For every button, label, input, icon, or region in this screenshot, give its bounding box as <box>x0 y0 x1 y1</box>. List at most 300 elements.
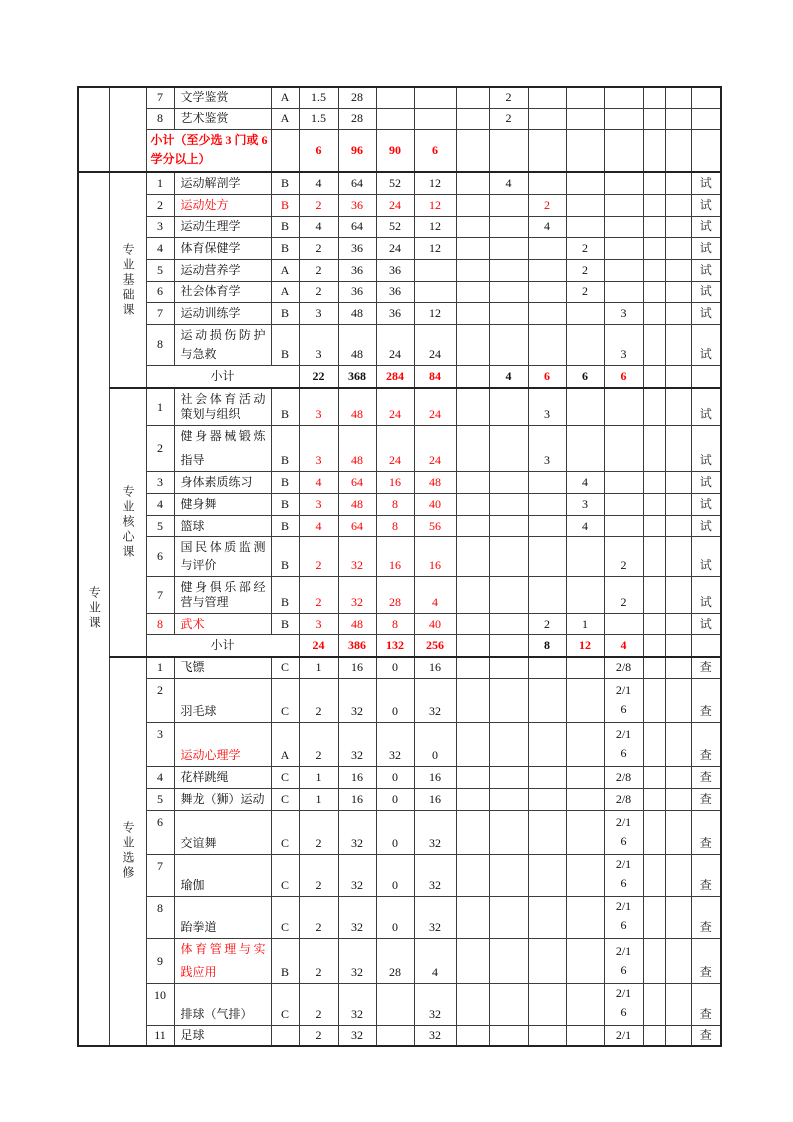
semester-cell-A <box>456 494 489 516</box>
semester-cell-G <box>665 237 691 259</box>
theory-hours-cell: 0 <box>376 811 414 855</box>
course-type-cell: C <box>271 984 299 1026</box>
semester-cell-G <box>665 635 691 657</box>
course-name-cell: 飞镖 <box>174 657 271 679</box>
semester-cell-B <box>489 811 528 855</box>
credits-cell: 4 <box>299 472 338 494</box>
semester-cell-D: 3 <box>566 494 604 516</box>
semester-cell-C <box>528 472 566 494</box>
total-hours-cell: 16 <box>338 767 376 789</box>
total-hours-cell: 36 <box>338 237 376 259</box>
exam-type-cell: 查 <box>691 855 721 897</box>
course-type-cell: B <box>271 216 299 237</box>
semester-cell-B <box>489 129 528 172</box>
semester-cell-G <box>665 87 691 108</box>
course-type-cell: C <box>271 679 299 723</box>
semester-cell-A <box>456 897 489 939</box>
course-row <box>78 767 721 789</box>
theory-hours-cell: 0 <box>376 897 414 939</box>
exam-type-cell: 查 <box>691 657 721 679</box>
row-number-cell: 8 <box>146 108 174 129</box>
semester-cell-B <box>489 577 528 614</box>
semester-cell-D <box>566 194 604 216</box>
practice-hours-cell: 24 <box>414 388 456 426</box>
semester-cell-A <box>456 172 489 194</box>
exam-type-cell: 查 <box>691 811 721 855</box>
total-hours-cell: 32 <box>338 723 376 767</box>
course-row <box>78 811 721 855</box>
practice-hours-cell: 32 <box>414 811 456 855</box>
practice-hours-cell: 4 <box>414 939 456 984</box>
semester-cell-B <box>489 302 528 324</box>
semester-cell-A <box>456 87 489 108</box>
exam-type-cell: 试 <box>691 494 721 516</box>
exam-type-cell: 试 <box>691 614 721 635</box>
semester-cell-E: 6 <box>604 365 643 388</box>
semester-cell-G <box>665 577 691 614</box>
credits-cell: 2 <box>299 855 338 897</box>
row-number-cell: 6 <box>146 281 174 302</box>
semester-cell-B <box>489 281 528 302</box>
semester-cell-D <box>566 1026 604 1046</box>
semester-cell-F <box>643 494 665 516</box>
semester-cell-G <box>665 324 691 365</box>
semester-cell-C <box>528 87 566 108</box>
total-hours-cell: 28 <box>338 108 376 129</box>
row-number-cell: 10 <box>146 984 174 1026</box>
theory-hours-cell: 90 <box>376 129 414 172</box>
course-type-cell: B <box>271 537 299 577</box>
practice-hours-cell: 32 <box>414 1026 456 1046</box>
theory-hours-cell: 8 <box>376 494 414 516</box>
semester-cell-B <box>489 472 528 494</box>
theory-hours-cell: 52 <box>376 216 414 237</box>
credits-cell: 4 <box>299 172 338 194</box>
semester-cell-F <box>643 216 665 237</box>
semester-cell-A <box>456 635 489 657</box>
course-name-cell: 体育保健学 <box>174 237 271 259</box>
course-type-cell: B <box>271 614 299 635</box>
credits-cell: 3 <box>299 494 338 516</box>
practice-hours-cell: 16 <box>414 789 456 811</box>
semester-cell-C: 6 <box>528 365 566 388</box>
course-type-cell: B <box>271 172 299 194</box>
semester-cell-E: 4 <box>604 635 643 657</box>
semester-cell-E <box>604 129 643 172</box>
semester-cell-B <box>489 259 528 281</box>
practice-hours-cell: 40 <box>414 614 456 635</box>
row-number-cell: 1 <box>146 657 174 679</box>
course-name-cell: 交谊舞 <box>174 811 271 855</box>
course-name-cell: 运动训练学 <box>174 302 271 324</box>
semester-cell-F <box>643 516 665 537</box>
practice-hours-cell: 12 <box>414 237 456 259</box>
theory-hours-cell: 36 <box>376 302 414 324</box>
course-name-cell: 羽毛球 <box>174 679 271 723</box>
exam-type-cell: 试 <box>691 216 721 237</box>
semester-cell-C <box>528 855 566 897</box>
credits-cell: 2 <box>299 897 338 939</box>
semester-cell-E <box>604 87 643 108</box>
course-row <box>78 897 721 939</box>
semester-cell-F <box>643 108 665 129</box>
semester-cell-D: 2 <box>566 237 604 259</box>
total-hours-cell: 48 <box>338 302 376 324</box>
semester-cell-A <box>456 1026 489 1046</box>
semester-cell-G <box>665 129 691 172</box>
semester-cell-F <box>643 537 665 577</box>
semester-cell-D <box>566 855 604 897</box>
theory-hours-cell: 24 <box>376 388 414 426</box>
practice-hours-cell: 84 <box>414 365 456 388</box>
row-number-cell: 2 <box>146 679 174 723</box>
theory-hours-cell: 0 <box>376 855 414 897</box>
semester-cell-A <box>456 388 489 426</box>
course-type-cell: C <box>271 767 299 789</box>
semester-cell-B <box>489 426 528 472</box>
category-cell-section-1-label: 专业核心课 <box>121 484 135 560</box>
credits-cell: 1 <box>299 789 338 811</box>
course-row <box>78 494 721 516</box>
practice-hours-cell: 32 <box>414 897 456 939</box>
course-name-cell: 运动生理学 <box>174 216 271 237</box>
semester-cell-F <box>643 939 665 984</box>
category-cell-major-courses <box>78 172 109 1046</box>
course-name-cell: 运动营养学 <box>174 259 271 281</box>
semester-cell-C <box>528 129 566 172</box>
course-name-cell: 运动心理学 <box>174 723 271 767</box>
practice-hours-cell: 12 <box>414 194 456 216</box>
row-number-cell: 4 <box>146 494 174 516</box>
semester-cell-C <box>528 324 566 365</box>
semester-cell-B <box>489 537 528 577</box>
semester-cell-D <box>566 302 604 324</box>
course-type-cell: B <box>271 516 299 537</box>
theory-hours-cell: 52 <box>376 172 414 194</box>
theory-hours-cell: 0 <box>376 789 414 811</box>
semester-cell-A <box>456 789 489 811</box>
semester-cell-F <box>643 281 665 302</box>
theory-hours-cell: 0 <box>376 657 414 679</box>
course-row <box>78 679 721 723</box>
semester-cell-D <box>566 537 604 577</box>
credits-cell: 2 <box>299 984 338 1026</box>
semester-cell-G <box>665 897 691 939</box>
semester-cell-G <box>665 365 691 388</box>
credits-cell: 1 <box>299 767 338 789</box>
exam-type-cell: 查 <box>691 679 721 723</box>
row-number-cell: 11 <box>146 1026 174 1046</box>
course-name-cell: 瑜伽 <box>174 855 271 897</box>
exam-type-cell: 试 <box>691 237 721 259</box>
semester-cell-D <box>566 577 604 614</box>
semester-cell-F <box>643 237 665 259</box>
semester-cell-B: 4 <box>489 365 528 388</box>
semester-cell-B <box>489 679 528 723</box>
course-name-cell: 足球 <box>174 1026 271 1046</box>
total-hours-cell: 32 <box>338 939 376 984</box>
course-name-cell: 健身器械锻炼 指导 <box>174 426 271 472</box>
semester-cell-B <box>489 635 528 657</box>
theory-hours-cell: 16 <box>376 472 414 494</box>
semester-cell-A <box>456 108 489 129</box>
credits-cell: 2 <box>299 723 338 767</box>
semester-cell-A <box>456 516 489 537</box>
practice-hours-cell <box>414 259 456 281</box>
theory-hours-cell: 28 <box>376 939 414 984</box>
semester-cell-C <box>528 108 566 129</box>
practice-hours-cell: 6 <box>414 129 456 172</box>
semester-cell-E <box>604 172 643 194</box>
course-name-cell: 武术 <box>174 614 271 635</box>
exam-type-cell: 查 <box>691 897 721 939</box>
theory-hours-cell: 8 <box>376 516 414 537</box>
course-type-cell: B <box>271 388 299 426</box>
course-row <box>78 939 721 984</box>
credits-cell: 3 <box>299 426 338 472</box>
semester-cell-G <box>665 939 691 984</box>
semester-cell-C <box>528 811 566 855</box>
theory-hours-cell <box>376 1026 414 1046</box>
semester-cell-D <box>566 767 604 789</box>
row-number-cell: 1 <box>146 388 174 426</box>
total-hours-cell: 64 <box>338 516 376 537</box>
total-hours-cell: 96 <box>338 129 376 172</box>
row-number-cell: 7 <box>146 855 174 897</box>
credits-cell: 2 <box>299 259 338 281</box>
semester-cell-B <box>489 767 528 789</box>
row-number-cell: 8 <box>146 324 174 365</box>
credits-cell: 4 <box>299 216 338 237</box>
semester-cell-C <box>528 302 566 324</box>
semester-cell-C <box>528 897 566 939</box>
practice-hours-cell: 16 <box>414 657 456 679</box>
semester-cell-A <box>456 302 489 324</box>
course-row <box>78 281 721 302</box>
semester-cell-B: 2 <box>489 108 528 129</box>
semester-cell-F <box>643 767 665 789</box>
course-name-cell: 运动损伤防护 与急救 <box>174 324 271 365</box>
semester-cell-G <box>665 516 691 537</box>
semester-cell-C <box>528 259 566 281</box>
semester-cell-B <box>489 789 528 811</box>
exam-type-cell: 试 <box>691 516 721 537</box>
row-number-cell: 7 <box>146 302 174 324</box>
semester-cell-G <box>665 657 691 679</box>
exam-type-cell <box>691 635 721 657</box>
semester-cell-G <box>665 679 691 723</box>
semester-cell-A <box>456 723 489 767</box>
semester-cell-A <box>456 984 489 1026</box>
semester-cell-E: 2/8 <box>604 657 643 679</box>
total-hours-cell: 64 <box>338 216 376 237</box>
credits-cell: 22 <box>299 365 338 388</box>
exam-type-cell: 试 <box>691 472 721 494</box>
semester-cell-F <box>643 657 665 679</box>
total-hours-cell: 32 <box>338 984 376 1026</box>
course-name-cell: 舞龙（狮）运动 <box>174 789 271 811</box>
semester-cell-B <box>489 614 528 635</box>
row-number-cell: 2 <box>146 426 174 472</box>
credits-cell: 2 <box>299 237 338 259</box>
credits-cell: 24 <box>299 635 338 657</box>
total-hours-cell: 28 <box>338 87 376 108</box>
course-row <box>78 172 721 194</box>
total-hours-cell: 48 <box>338 388 376 426</box>
semester-cell-B <box>489 237 528 259</box>
semester-cell-F <box>643 723 665 767</box>
semester-cell-B: 2 <box>489 87 528 108</box>
semester-cell-C <box>528 679 566 723</box>
semester-cell-F <box>643 1026 665 1046</box>
category-cell-major-courses-label: 专业课 <box>87 586 102 632</box>
course-name-cell: 排球（气排） <box>174 984 271 1026</box>
semester-cell-F <box>643 172 665 194</box>
theory-hours-cell: 16 <box>376 537 414 577</box>
semester-cell-E: 2/1 6 <box>604 811 643 855</box>
theory-hours-cell <box>376 87 414 108</box>
credits-cell: 2 <box>299 939 338 984</box>
subtotal-row <box>78 365 721 388</box>
course-type-cell <box>271 129 299 172</box>
semester-cell-E <box>604 281 643 302</box>
exam-type-cell: 查 <box>691 939 721 984</box>
category-cell-section-2-label: 专业选修 <box>121 821 135 881</box>
semester-cell-E <box>604 108 643 129</box>
semester-cell-A <box>456 537 489 577</box>
course-name-cell: 身体素质练习 <box>174 472 271 494</box>
semester-cell-A <box>456 365 489 388</box>
theory-hours-cell: 24 <box>376 194 414 216</box>
exam-type-cell <box>691 365 721 388</box>
semester-cell-F <box>643 635 665 657</box>
total-hours-cell: 48 <box>338 426 376 472</box>
theory-hours-cell: 0 <box>376 767 414 789</box>
semester-cell-E <box>604 194 643 216</box>
semester-cell-E: 2/8 <box>604 789 643 811</box>
subtotal-label-cell: 小计 <box>146 635 299 657</box>
course-row <box>78 324 721 365</box>
semester-cell-G <box>665 984 691 1026</box>
total-hours-cell: 64 <box>338 472 376 494</box>
total-hours-cell: 368 <box>338 365 376 388</box>
theory-hours-cell: 36 <box>376 281 414 302</box>
theory-hours-cell <box>376 108 414 129</box>
semester-cell-D <box>566 388 604 426</box>
semester-cell-D <box>566 87 604 108</box>
exam-type-cell: 查 <box>691 723 721 767</box>
course-row <box>78 537 721 577</box>
semester-cell-C <box>528 939 566 984</box>
credits-cell: 2 <box>299 281 338 302</box>
practice-hours-cell <box>414 281 456 302</box>
row-number-cell: 3 <box>146 723 174 767</box>
semester-cell-A <box>456 281 489 302</box>
credits-cell: 3 <box>299 302 338 324</box>
exam-type-cell: 试 <box>691 194 721 216</box>
course-row <box>78 657 721 679</box>
practice-hours-cell: 24 <box>414 426 456 472</box>
exam-type-cell: 试 <box>691 324 721 365</box>
semester-cell-C <box>528 537 566 577</box>
semester-cell-C <box>528 237 566 259</box>
semester-cell-A <box>456 472 489 494</box>
semester-cell-F <box>643 855 665 897</box>
total-hours-cell: 16 <box>338 657 376 679</box>
category-cell-section-0 <box>109 172 146 388</box>
row-number-cell: 5 <box>146 789 174 811</box>
course-type-cell: B <box>271 426 299 472</box>
course-row <box>78 723 721 767</box>
semester-cell-D <box>566 897 604 939</box>
semester-cell-D <box>566 216 604 237</box>
semester-cell-E: 2/1 6 <box>604 723 643 767</box>
exam-type-cell: 试 <box>691 388 721 426</box>
semester-cell-F <box>643 259 665 281</box>
row-number-cell: 7 <box>146 87 174 108</box>
course-name-cell: 社会体育学 <box>174 281 271 302</box>
semester-cell-A <box>456 939 489 984</box>
semester-cell-E: 2/1 6 <box>604 939 643 984</box>
semester-cell-A <box>456 216 489 237</box>
semester-cell-D <box>566 811 604 855</box>
course-type-cell: A <box>271 87 299 108</box>
semester-cell-E: 2/1 <box>604 1026 643 1046</box>
course-type-cell: B <box>271 302 299 324</box>
row-number-cell: 1 <box>146 172 174 194</box>
practice-hours-cell: 16 <box>414 537 456 577</box>
semester-cell-F <box>643 897 665 939</box>
course-name-cell: 艺术鉴赏 <box>174 108 271 129</box>
total-hours-cell: 32 <box>338 679 376 723</box>
theory-hours-cell: 24 <box>376 426 414 472</box>
course-type-cell: B <box>271 577 299 614</box>
semester-cell-E: 2/1 6 <box>604 897 643 939</box>
course-row <box>78 194 721 216</box>
semester-cell-D <box>566 172 604 194</box>
semester-cell-F <box>643 811 665 855</box>
semester-cell-A <box>456 855 489 897</box>
practice-hours-cell: 40 <box>414 494 456 516</box>
course-type-cell: C <box>271 789 299 811</box>
semester-cell-F <box>643 365 665 388</box>
semester-cell-D: 2 <box>566 281 604 302</box>
semester-cell-E <box>604 259 643 281</box>
total-hours-cell: 48 <box>338 614 376 635</box>
course-row <box>78 472 721 494</box>
semester-cell-G <box>665 537 691 577</box>
practice-hours-cell: 12 <box>414 302 456 324</box>
semester-cell-D: 4 <box>566 472 604 494</box>
total-hours-cell: 32 <box>338 855 376 897</box>
row-number-cell: 2 <box>146 194 174 216</box>
theory-hours-cell: 0 <box>376 679 414 723</box>
semester-cell-G <box>665 767 691 789</box>
semester-cell-D <box>566 679 604 723</box>
total-hours-cell: 32 <box>338 811 376 855</box>
semester-cell-C: 3 <box>528 388 566 426</box>
practice-hours-cell: 56 <box>414 516 456 537</box>
theory-hours-cell: 24 <box>376 324 414 365</box>
semester-cell-E <box>604 426 643 472</box>
theory-hours-cell: 284 <box>376 365 414 388</box>
row-number-cell: 4 <box>146 767 174 789</box>
practice-hours-cell: 32 <box>414 679 456 723</box>
semester-cell-F <box>643 129 665 172</box>
practice-hours-cell: 256 <box>414 635 456 657</box>
credits-cell: 2 <box>299 194 338 216</box>
semester-cell-G <box>665 811 691 855</box>
